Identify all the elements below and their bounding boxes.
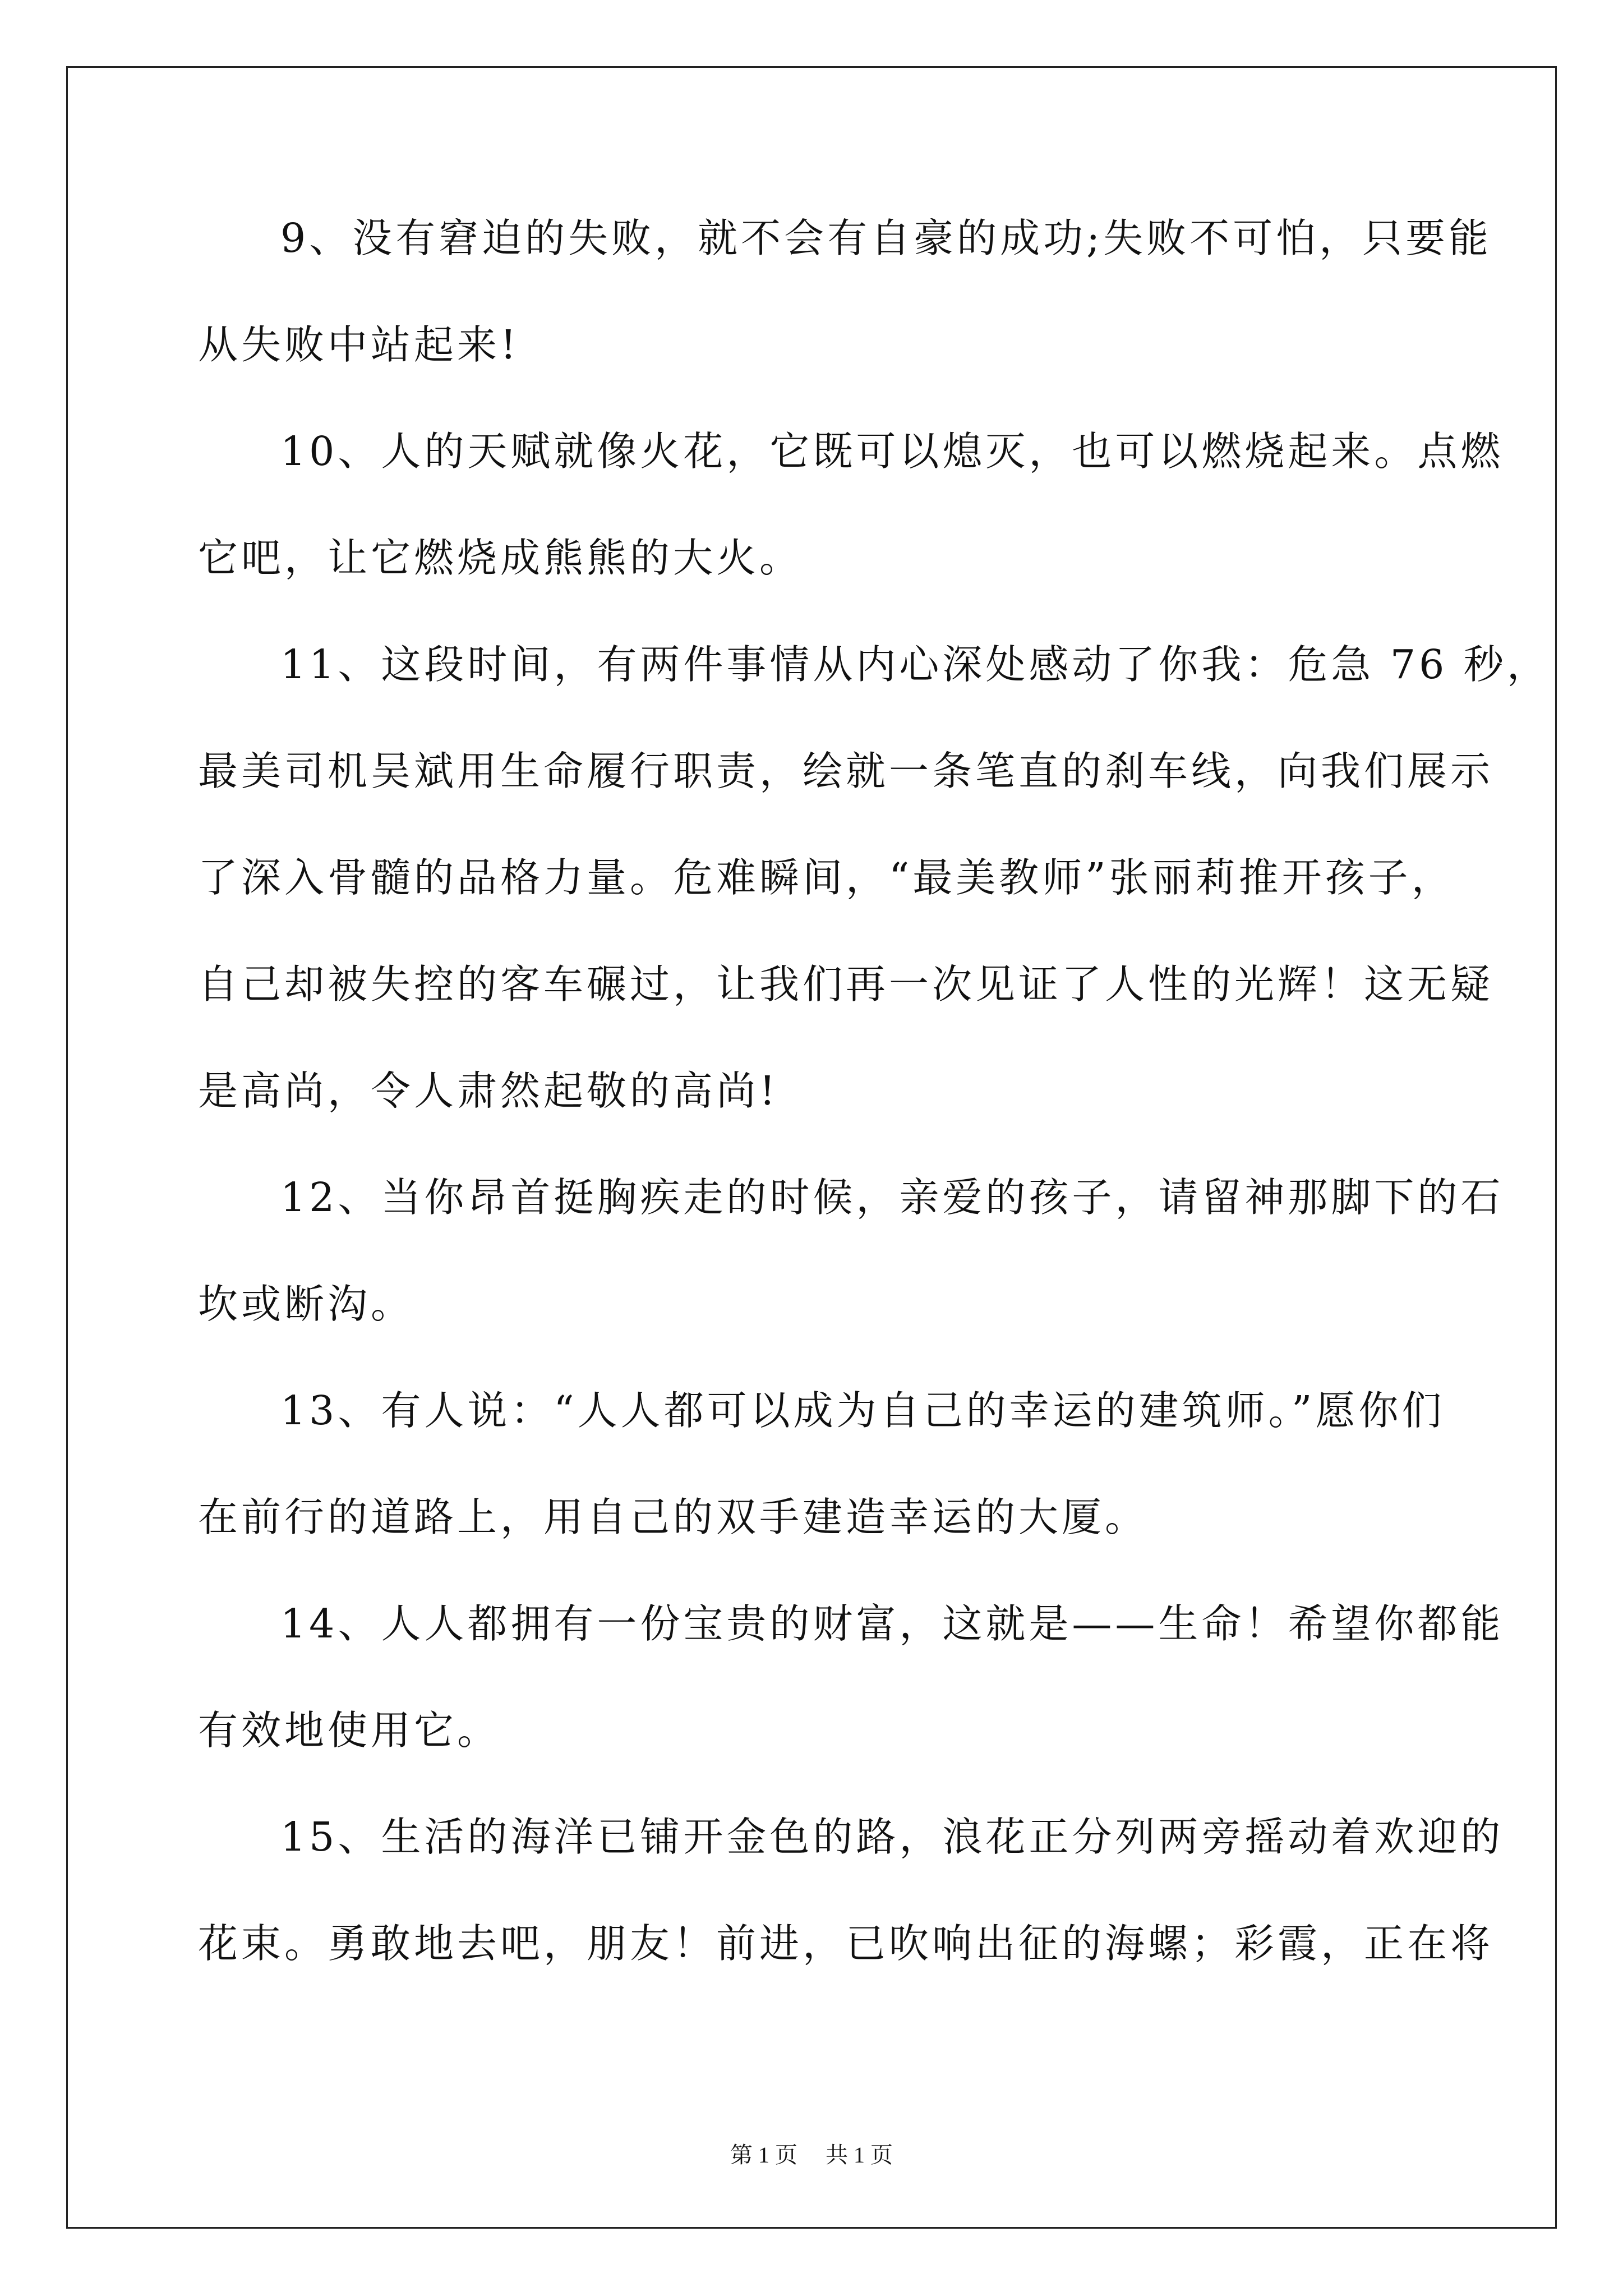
text-line: 是高尚，令人肃然起敬的高尚!	[198, 1068, 779, 1114]
text-line: 15、生活的海洋已铺开金色的路，浪花正分列两旁摇动着欢迎的	[280, 1814, 1504, 1860]
text-line: 12、当你昂首挺胸疾走的时候，亲爱的孩子，请留神那脚下的石	[280, 1174, 1504, 1221]
text-line: 坎或断沟。	[198, 1281, 414, 1327]
page-number: 第 1 页	[730, 2142, 797, 2168]
text-line: 从失败中站起来!	[198, 321, 520, 368]
page-border	[66, 66, 1557, 2229]
text-line: 了深入骨髓的品格力量。危难瞬间，“最美教师”张丽莉推开孩子，	[198, 854, 1455, 901]
text-line: 13、有人说：“人人都可以成为自己的幸运的建筑师。”愿你们	[280, 1387, 1445, 1434]
text-line: 花束。勇敢地去吧，朋友！前进，已吹响出征的海螺；彩霞，正在将	[198, 1920, 1494, 1967]
text-line: 在前行的道路上，用自己的双手建造幸运的大厦。	[198, 1494, 1149, 1540]
page-total: 共 1 页	[826, 2142, 893, 2168]
page-footer	[0, 2141, 1623, 2169]
text-line: 最美司机吴斌用生命履行职责，绘就一条笔直的刹车线，向我们展示	[198, 748, 1494, 794]
text-line: 11、这段时间，有两件事情从内心深处感动了你我：危急 76 秒，	[280, 641, 1550, 688]
text-line: 9、没有窘迫的失败，就不会有自豪的成功;失败不可怕，只要能	[280, 215, 1492, 261]
text-line: 10、人的天赋就像火花，它既可以熄灭，也可以燃烧起来。点燃	[280, 428, 1504, 475]
text-line: 它吧，让它燃烧成熊熊的大火。	[198, 535, 803, 581]
text-line: 有效地使用它。	[198, 1707, 501, 1754]
text-line: 14、人人都拥有一份宝贵的财富，这就是——生命！希望你都能	[280, 1600, 1504, 1647]
text-line: 自己却被失控的客车碾过，让我们再一次见证了人性的光辉！这无疑	[198, 961, 1494, 1007]
